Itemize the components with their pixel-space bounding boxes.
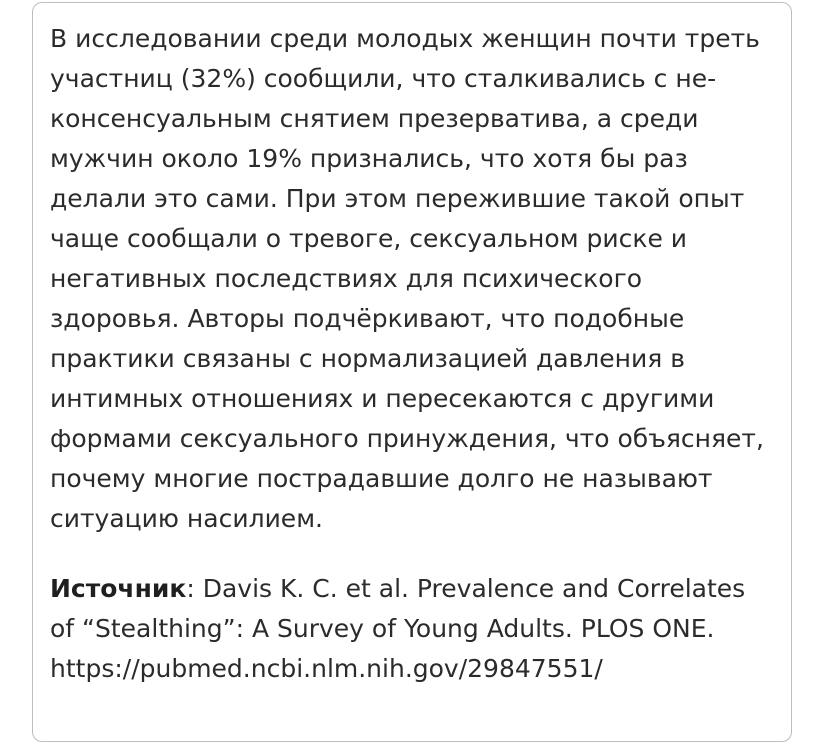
source-reference: Davis K. C. et al. Prevalence and Correlates of “Stealthing”: A Survey of Young Adults. PLOS ONE. https://pubmed.ncbi.nlm.nih.gov/29847551/ (50, 574, 746, 683)
source-separator: : (186, 574, 203, 603)
source-label: Источник (50, 574, 187, 603)
article-paragraph: В исследовании среди молодых женщин почти треть участниц (32%) сообщили, что сталкивались с не- консенсуальным снятием презерватива, а среди мужчин около 19% признались, что хотя бы раз делали это сами. При этом пережившие такой опыт чаще сообщали о тревоге, сексуальном риске и негативных последствиях для психического здоровья. Авторы подчёркивают, что подобные практики связаны с нормализацией давления в интимных отношениях и пересекаются с другими формами сексуального принуждения, что объясняет, почему многие пострадавшие долго не называют ситуацию насилием. (50, 24, 764, 533)
source-citation (50, 569, 790, 689)
